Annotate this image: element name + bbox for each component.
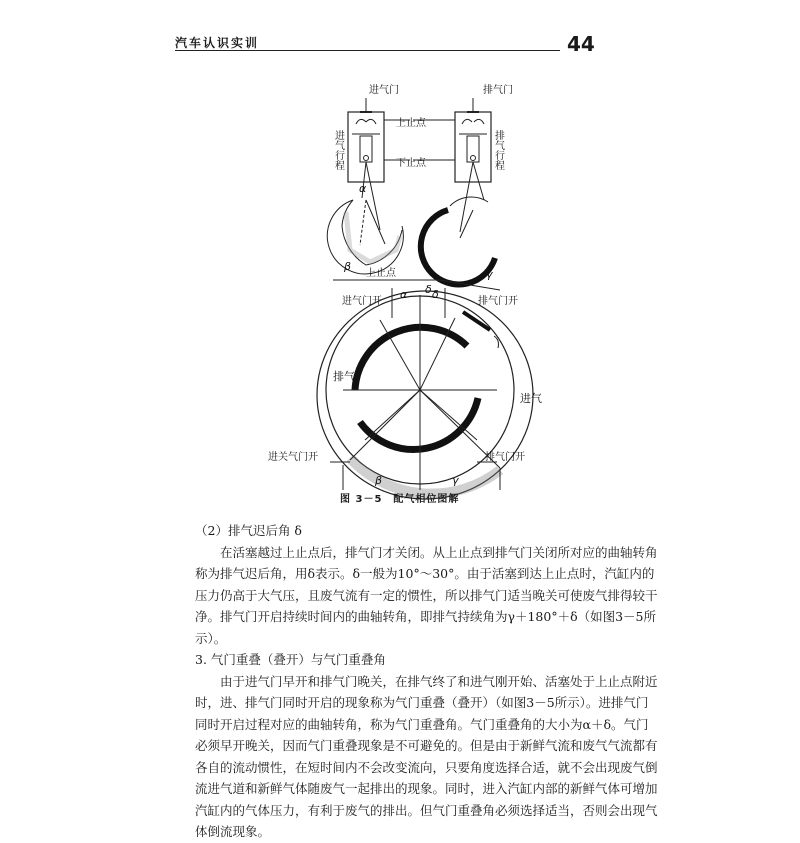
intake-ring-label: 进气 <box>520 392 542 405</box>
exhaust-valve-label: 排气门 <box>483 85 513 96</box>
section-heading-exhaust-lag: （2）排气迟后角 δ <box>195 523 302 538</box>
timing-ring <box>317 288 533 499</box>
delta-label: δ <box>425 283 432 296</box>
ring-delta: δ <box>432 288 439 301</box>
exhaust-ring-label: 排气 <box>333 370 355 383</box>
intake-close-label: 进关气门开 <box>268 452 318 463</box>
exhaust-stroke-label: 排气行程 <box>492 130 504 170</box>
figure-caption: 图 3－5 配气相位图解 <box>340 494 460 505</box>
intake-open-label: 进气门开 <box>342 296 382 307</box>
beta-label: β <box>344 260 352 273</box>
intake-stroke-label: 进气行程 <box>332 130 344 170</box>
alpha-label: α <box>359 182 367 195</box>
body-text <box>195 520 660 843</box>
intake-valve-label: 进气门 <box>369 85 399 96</box>
page-number: 44 <box>567 32 595 56</box>
tdc-label: 上止点 <box>396 118 426 129</box>
section-heading-valve-overlap: 3. 气门重叠（叠开）与气门重叠角 <box>195 652 386 667</box>
book-title: 汽车认识实训 <box>175 36 260 50</box>
tdc-lower-label: 上止点 <box>366 268 396 279</box>
intake-crank-arc <box>327 200 403 274</box>
ring-beta: β <box>375 474 383 487</box>
exhaust-crank-arc <box>421 197 495 284</box>
exhaust-open-label: 排气门开 <box>478 296 518 307</box>
ring-gamma: γ <box>452 474 459 487</box>
bdc-label: 下止点 <box>396 158 426 169</box>
ring-alpha: α <box>400 288 408 301</box>
exhaust-close-label: 排气门开 <box>485 452 525 463</box>
gamma-label: γ <box>486 268 493 281</box>
paragraph-valve-overlap: 由于进气门早开和排气门晚关，在排气终了和进气刚开始、活塞处于上止点附近时，进、排气门同时开启的现象称为气门重叠（叠开）（如图3－5所示）。进排气门同时开启过程对应的曲轴转角，称为气门重叠角。气门重叠角的大小为α＋δ。气门必须早开晚关，因而气门重叠现象是不可避免的。但是由于新鲜气流和废气气流都有各自的流动惯性，在短时间内不会改变流向，只要角度选择合适，就不会出现废气倒流进气道和新鲜气体随废气一起排出的现象。同时，进入汽缸内部的新鲜气体可增加汽缸内的气体压力，有利于废气的排出。但气门重叠角必须选择适当，否则会出现气体倒流现象。 <box>195 673 658 839</box>
paragraph-exhaust-lag: 在活塞越过上止点后，排气门才关闭。从上止点到排气门关闭所对应的曲轴转角称为排气迟后角，用δ表示。δ一般为10°～30°。由于活塞到达上止点时，汽缸内的压力仍高于大气压，且废气流有一定的惯性，所以排气门适当晚关可使废气排得较干净。排气门开启持续时间内的曲轴转角，即排气持续角为γ＋180°＋δ（如图3－5所示）。 <box>195 544 658 646</box>
